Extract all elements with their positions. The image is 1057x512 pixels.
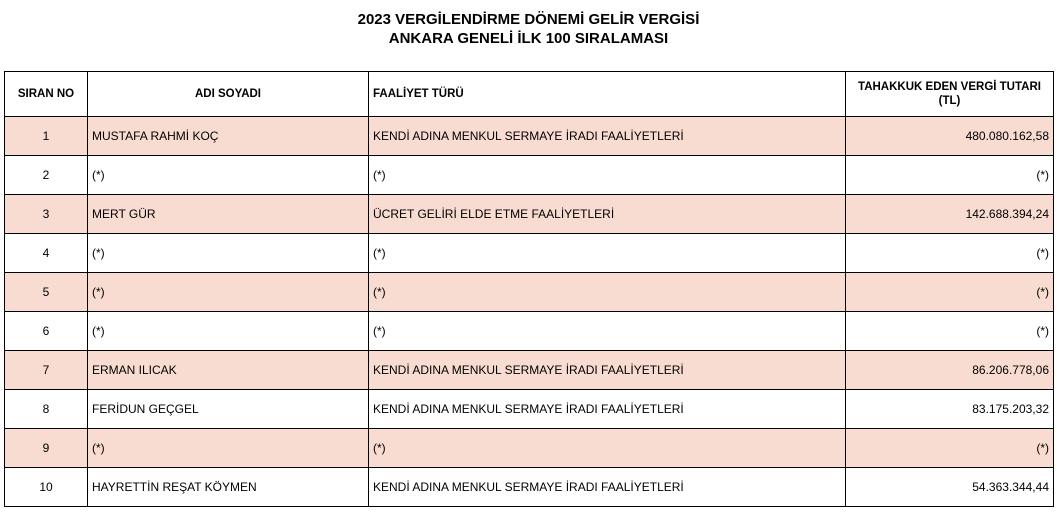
- table-row: [5, 351, 1054, 390]
- table-row: [5, 117, 1054, 156]
- cell-activity: (*): [369, 234, 846, 273]
- cell-tax: (*): [846, 156, 1054, 195]
- table-row: [5, 429, 1054, 468]
- cell-rank: 8: [5, 390, 88, 429]
- cell-name: (*): [88, 312, 369, 351]
- cell-rank: 6: [5, 312, 88, 351]
- cell-activity: (*): [369, 312, 846, 351]
- document-title: [0, 10, 1057, 48]
- cell-name: (*): [88, 273, 369, 312]
- cell-tax: 83.175.203,32: [846, 390, 1054, 429]
- cell-name: (*): [88, 429, 369, 468]
- cell-name: (*): [88, 234, 369, 273]
- ranking-table: [4, 71, 1054, 507]
- header-row: [5, 72, 1054, 117]
- table-row: [5, 390, 1054, 429]
- cell-tax: (*): [846, 273, 1054, 312]
- table-body: [5, 117, 1054, 507]
- cell-tax: (*): [846, 312, 1054, 351]
- title-line-2: ANKARA GENELİ İLK 100 SIRALAMASI: [388, 30, 669, 47]
- cell-activity: (*): [369, 156, 846, 195]
- cell-tax: 480.080.162,58: [846, 117, 1054, 156]
- cell-name: (*): [88, 156, 369, 195]
- title-line-1: 2023 VERGİLENDİRME DÖNEMİ GELİR VERGİSİ: [357, 11, 700, 28]
- cell-rank: 2: [5, 156, 88, 195]
- cell-rank: 9: [5, 429, 88, 468]
- cell-activity: ÜCRET GELİRİ ELDE ETME FAALİYETLERİ: [369, 195, 846, 234]
- table-header: [5, 72, 1054, 117]
- cell-activity: KENDİ ADINA MENKUL SERMAYE İRADI FAALİYETLERİ: [369, 390, 846, 429]
- cell-rank: 5: [5, 273, 88, 312]
- table-row: [5, 195, 1054, 234]
- table-row: [5, 468, 1054, 507]
- cell-tax: 86.206.778,06: [846, 351, 1054, 390]
- cell-rank: 7: [5, 351, 88, 390]
- cell-rank: 4: [5, 234, 88, 273]
- cell-tax: (*): [846, 234, 1054, 273]
- cell-activity: KENDİ ADINA MENKUL SERMAYE İRADI FAALİYETLERİ: [369, 117, 846, 156]
- cell-name: MUSTAFA RAHMİ KOÇ: [88, 117, 369, 156]
- cell-tax: 54.363.344,44: [846, 468, 1054, 507]
- cell-activity: KENDİ ADINA MENKUL SERMAYE İRADI FAALİYETLERİ: [369, 468, 846, 507]
- cell-name: FERİDUN GEÇGEL: [88, 390, 369, 429]
- cell-rank: 1: [5, 117, 88, 156]
- cell-rank: 3: [5, 195, 88, 234]
- cell-activity: KENDİ ADINA MENKUL SERMAYE İRADI FAALİYETLERİ: [369, 351, 846, 390]
- cell-tax: 142.688.394,24: [846, 195, 1054, 234]
- table-row: [5, 312, 1054, 351]
- table-row: [5, 273, 1054, 312]
- table-row: [5, 234, 1054, 273]
- cell-name: HAYRETTİN REŞAT KÖYMEN: [88, 468, 369, 507]
- cell-activity: (*): [369, 273, 846, 312]
- header-tax: TAHAKKUK EDEN VERGİ TUTARI (TL): [846, 72, 1054, 117]
- header-activity: FAALİYET TÜRÜ: [369, 72, 846, 117]
- cell-tax: (*): [846, 429, 1054, 468]
- cell-name: ERMAN ILICAK: [88, 351, 369, 390]
- header-name: ADI SOYADI: [88, 72, 369, 117]
- header-rank: SIRAN NO: [5, 72, 88, 117]
- cell-name: MERT GÜR: [88, 195, 369, 234]
- table-row: [5, 156, 1054, 195]
- cell-activity: (*): [369, 429, 846, 468]
- cell-rank: 10: [5, 468, 88, 507]
